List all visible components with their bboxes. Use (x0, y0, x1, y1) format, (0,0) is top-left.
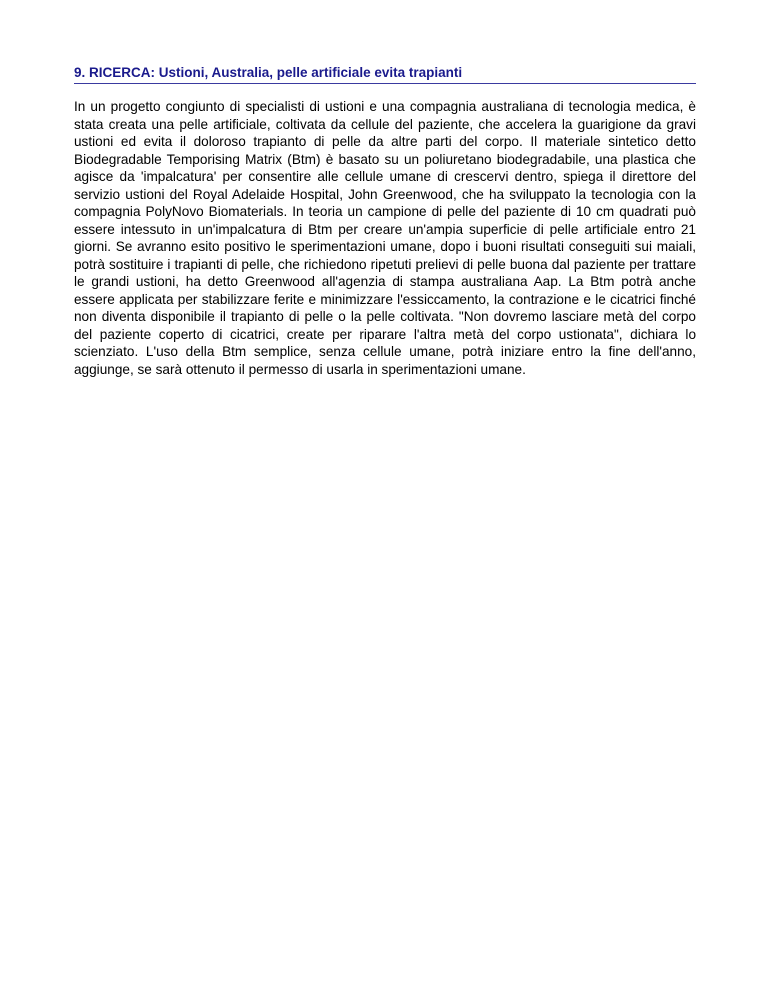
article-body: In un progetto congiunto di specialisti di ustioni e una compagnia australiana di tecnologia medica, è stata creata una pelle artificiale, coltivata da cellule del paziente, che accelera la guarigione da gravi ustioni ed evita il doloroso trapianto di pelle da altre parti del corpo. Il materiale sintetico detto Biodegradable Temporising Matrix (Btm) è basato su un poliuretano biodegradabile, una plastica che agisce da 'impalcatura' per consentire alle cellule umane di crescervi dentro, spiega il direttore del servizio ustioni del Royal Adelaide Hospital, John Greenwood, che ha sviluppato la tecnologia con la compagnia PolyNovo Biomaterials. In teoria un campione di pelle del paziente di 10 cm quadrati può essere intessuto in un'impalcatura di Btm per creare un'ampia superficie di pelle artificiale entro 21 giorni. Se avranno esito positivo le sperimentazioni umane, dopo i buoni risultati conseguiti sui maiali, potrà sostituire i trapianti di pelle, che richiedono ripetuti prelievi di pelle buona dal paziente per trattare le grandi ustioni, ha detto Greenwood all'agenzia di stampa australiana Aap. La Btm potrà anche essere applicata per stabilizzare ferite e minimizzare l'essiccamento, la contrazione e le cicatrici finché non diventa disponibile il trapianto di pelle o la pelle coltivata. "Non dovremo lasciare metà del corpo del paziente coperto di cicatrici, create per riparare l'altra metà del corpo ustionata", dichiara lo scienziato. L'uso della Btm semplice, senza cellule umane, potrà iniziare entro la fine dell'anno, aggiunge, se sarà ottenuto il permesso di usarla in sperimentazioni umane. (74, 99, 696, 377)
article (74, 64, 696, 378)
article-title: 9. RICERCA: Ustioni, Australia, pelle artificiale evita trapianti (74, 64, 696, 84)
